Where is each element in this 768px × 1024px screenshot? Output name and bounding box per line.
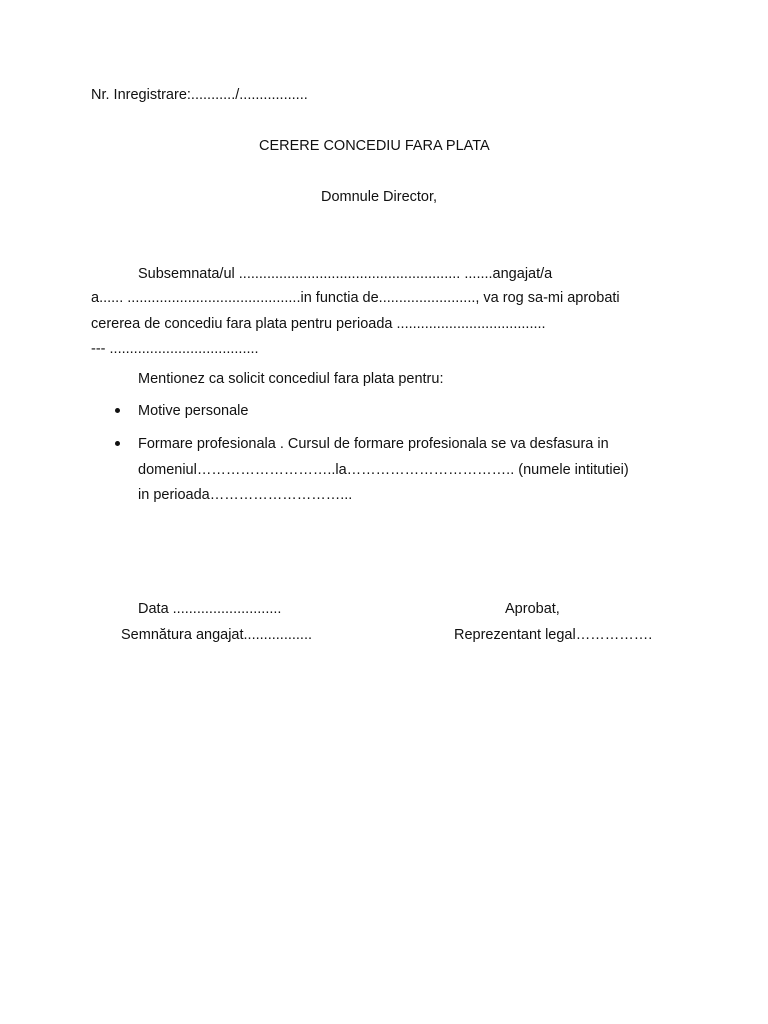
registration-number: Nr. Inregistrare:.........../................. (91, 87, 308, 103)
reason-item-training-line-1: Formare profesionala . Cursul de formare profesionala se va desfasura in (138, 436, 609, 452)
salutation: Domnule Director, (321, 189, 438, 205)
approved-label: Aprobat, (505, 601, 560, 617)
reasons-intro: Mentionez ca solicit concediul fara plata pentru: (138, 371, 444, 387)
document-title: CERERE CONCEDIU FARA PLATA (259, 138, 490, 154)
legal-representative-field: Reprezentant legal……………. (454, 627, 653, 643)
reason-item-personal: Motive personale (138, 403, 249, 419)
employee-signature-field: Semnătura angajat................. (121, 627, 313, 643)
reason-item-training-line-2: domeniul………………………..la…………………………….. (numele intitutiei) (138, 462, 629, 478)
date-field: Data ........................... (138, 601, 282, 617)
body-line-3: cererea de concediu fara plata pentru perioada ..................................... (91, 316, 546, 332)
bullet-icon (115, 408, 120, 413)
bullet-icon (115, 441, 120, 446)
body-line-1: Subsemnata/ul ....................................................... .......angajat/a (138, 266, 553, 282)
body-line-2: a...... ...........................................in functia de........................, va rog sa-mi aprobati (91, 290, 620, 306)
reason-item-training-line-3: in perioada………………………... (138, 487, 353, 503)
body-line-4: --- ..................................... (91, 341, 259, 357)
